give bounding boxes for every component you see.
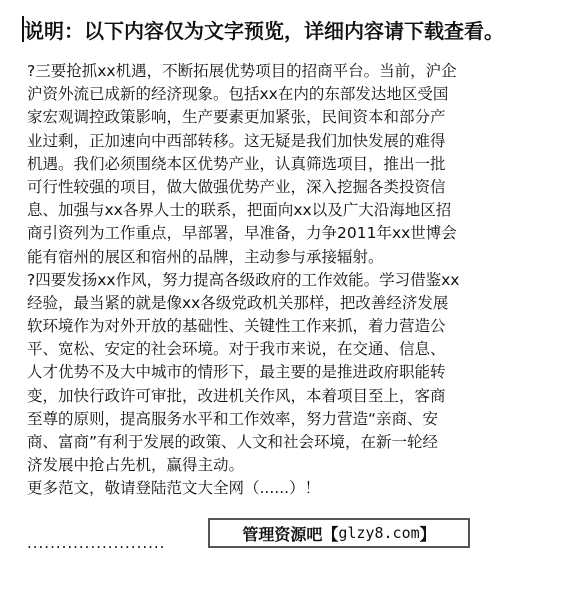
preview-notice: 说明：以下内容仅为文字预览，详细内容请下载查看。 [24,19,504,43]
watermark-prefix: 管理资源吧【 [242,524,339,544]
text-line: 家宏观调控政策影响，生产要素更加紧张，民间资本和部分产 [27,108,446,127]
text-line: 业过剩，正加速向中西部转移。这无疑是我们加快发展的难得 [27,131,446,150]
text-line: 可行性较强的项目，做大做强优势产业，深入挖掘各类投资信 [27,177,446,196]
text-line: 平、宽松、安定的社会环境。对于我市来说，在交通、信息、 [27,340,446,359]
watermark-banner[interactable] [208,518,470,548]
dotted-separator: ........................ [27,534,166,552]
text-line: 机遇。我们必须围绕本区优势产业，认真筛选项目，推出一批 [27,154,446,173]
text-line: 软环境作为对外开放的基础性、关键性工作来抓，着力营造公 [27,317,446,336]
text-line: 经验，最当紧的就是像xx各级党政机关那样，把改善经济发展 [27,293,449,312]
text-line: ?四要发扬xx作风，努力提高各级政府的工作效能。学习借鉴xx [27,270,460,289]
text-line: 至尊的原则，提高服务水平和工作效率，努力营造“亲商、安 [27,409,439,428]
document-body [27,60,557,501]
text-line: ?三要抢抓xx机遇，不断拓展优势项目的招商平台。当前，沪企 [27,62,457,80]
text-line: 沪资外流已成新的经济现象。包括xx在内的东部发达地区受国 [27,85,449,104]
text-line: 更多范文，敬请登陆范文大全网（......）！ [27,479,321,498]
watermark-suffix: 】 [419,524,436,544]
text-line: 变，加快行政许可审批，改进机关作风，本着项目至上，客商 [27,386,446,405]
text-line: 人才优势不及大中城市的情形下，最主要的是推进政府职能转 [27,363,446,382]
text-line: 能有宿州的展区和宿州的品牌，主动参与承接辐射。 [27,247,384,266]
text-line: 商引资列为工作重点，早部署，早准备，力争2011年xx世博会 [27,224,457,243]
text-line: 济发展中抢占先机，赢得主动。 [27,456,245,475]
text-line: 商、富商”有利于发展的政策、人文和社会环境，在新一轮经 [27,433,439,451]
text-line: 息、加强与xx各界人士的联系，把面向xx以及广大沿海地区招 [27,201,452,220]
watermark-domain: glzy8.com [338,524,420,542]
